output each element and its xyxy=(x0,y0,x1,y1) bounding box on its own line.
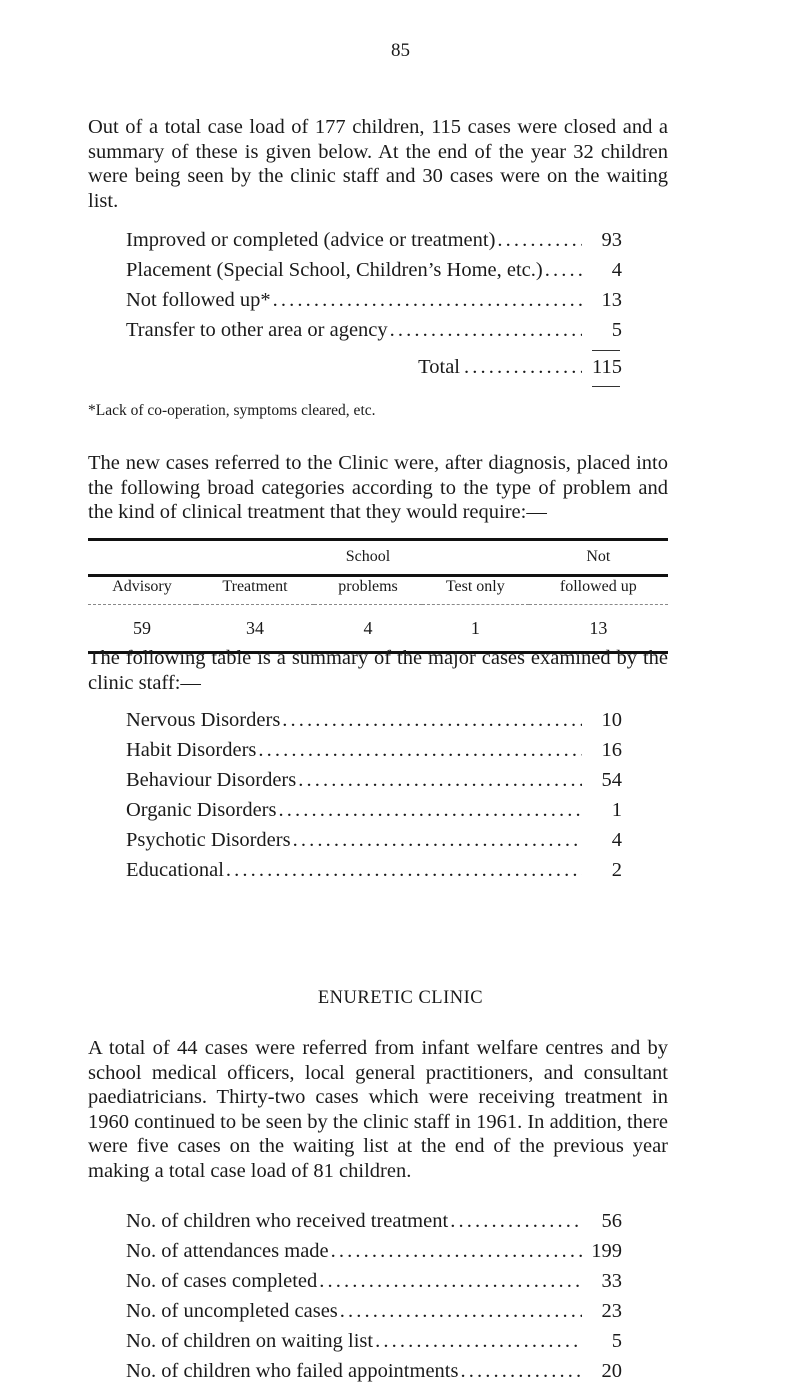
item-value: 4 xyxy=(611,829,622,851)
list-item xyxy=(126,1266,622,1296)
enuretic-stats-list xyxy=(126,1206,622,1386)
total-value: 115 xyxy=(592,356,622,378)
item-label: Improved or completed (advice or treatment) xyxy=(126,229,496,251)
item-value: 13 xyxy=(601,289,622,311)
list-item xyxy=(126,1236,622,1266)
enuretic-paragraph: A total of 44 cases were referred from infant welfare centres and by school medical officers, local general practitioners, and consultant paediatricians. Thirty-two cases which were receiving treatment in 1960 continued to be seen by the clinic staff in 1961. In addition, there were five cases on the waiting list at the end of the previous year making a total case load of 81 children. xyxy=(88,1037,668,1182)
list-item xyxy=(126,285,622,315)
item-value: 23 xyxy=(601,1300,622,1322)
item-value: 33 xyxy=(601,1270,622,1292)
closed-cases-list xyxy=(126,225,622,345)
header-cell: Test only xyxy=(445,578,505,595)
list-item xyxy=(126,315,622,345)
closed-total-row xyxy=(126,352,622,382)
list-item xyxy=(126,825,622,855)
page-number: 85 xyxy=(391,40,410,61)
section-heading: ENURETIC CLINIC xyxy=(317,988,484,1008)
item-label: No. of children who failed appointments xyxy=(126,1360,459,1382)
list-item xyxy=(126,1206,622,1236)
item-value: 20 xyxy=(601,1360,622,1382)
list-item xyxy=(126,765,622,795)
list-item xyxy=(126,1356,622,1386)
header-cell: School xyxy=(345,548,391,565)
sum-rule-bottom xyxy=(592,386,620,387)
item-value: 5 xyxy=(611,319,622,341)
major-cases-list xyxy=(126,705,622,885)
item-label: No. of children on waiting list xyxy=(126,1330,374,1352)
item-value: 4 xyxy=(611,259,622,281)
item-label: Behaviour Disorders xyxy=(126,769,297,791)
footnote: *Lack of co-operation, symptoms cleared, etc. xyxy=(88,402,376,419)
item-label: Psychotic Disorders xyxy=(126,829,291,851)
header-cell: Not xyxy=(586,548,611,565)
categories-table xyxy=(88,538,668,654)
item-label: No. of attendances made xyxy=(126,1240,329,1262)
table-header-row-bottom xyxy=(88,576,668,605)
item-value: 199 xyxy=(591,1240,622,1262)
item-label: Organic Disorders xyxy=(126,799,277,821)
item-label: Educational xyxy=(126,859,224,881)
header-cell: followed up xyxy=(559,578,637,595)
header-cell xyxy=(422,540,529,576)
item-label: Placement (Special School, Children’s Home, etc.) xyxy=(126,259,543,281)
item-value: 1 xyxy=(611,799,622,821)
item-label: Habit Disorders xyxy=(126,739,257,761)
list-item xyxy=(126,225,622,255)
table-cell: 13 xyxy=(589,618,608,638)
item-value: 16 xyxy=(601,739,622,761)
major-cases-paragraph: The following table is a summary of the major cases examined by the clinic staff:— xyxy=(88,647,668,694)
item-label: No. of uncompleted cases xyxy=(126,1300,338,1322)
table-header-row-top xyxy=(88,540,668,576)
item-label: No. of cases completed xyxy=(126,1270,318,1292)
list-item xyxy=(126,795,622,825)
item-label: Transfer to other area or agency xyxy=(126,319,388,341)
header-cell xyxy=(88,540,196,576)
categories-paragraph: The new cases referred to the Clinic were, after diagnosis, placed into the following broad categories according to the type of problem and the kind of clinical treatment that they would require:— xyxy=(88,452,668,523)
table-cell: 34 xyxy=(246,618,264,638)
sum-rule-top xyxy=(592,350,620,351)
header-cell: problems xyxy=(338,578,398,595)
item-label: Nervous Disorders xyxy=(126,709,281,731)
header-cell: Advisory xyxy=(112,578,172,595)
item-value: 56 xyxy=(601,1210,622,1232)
item-value: 93 xyxy=(601,229,622,251)
item-value: 10 xyxy=(601,709,622,731)
list-item xyxy=(126,855,622,885)
list-item xyxy=(126,1296,622,1326)
list-item xyxy=(126,705,622,735)
item-value: 2 xyxy=(611,859,622,881)
table-cell: 4 xyxy=(363,618,373,638)
item-value: 5 xyxy=(611,1330,622,1352)
total-label: Total xyxy=(418,356,460,378)
table-cell: 1 xyxy=(470,618,480,638)
table-cell: 59 xyxy=(132,618,151,638)
header-cell: Treatment xyxy=(222,578,288,595)
item-label: No. of children who received treatment xyxy=(126,1210,449,1232)
list-item xyxy=(126,1326,622,1356)
item-label: Not followed up* xyxy=(126,289,271,311)
list-item xyxy=(126,735,622,765)
header-cell xyxy=(196,540,314,576)
item-value: 54 xyxy=(601,769,622,791)
list-item xyxy=(126,255,622,285)
intro-paragraph: Out of a total case load of 177 children, 115 cases were closed and a summary of these is given below. At the end of the year 32 children were being seen by the clinic staff and 30 cases were on the waiting list. xyxy=(88,116,668,212)
